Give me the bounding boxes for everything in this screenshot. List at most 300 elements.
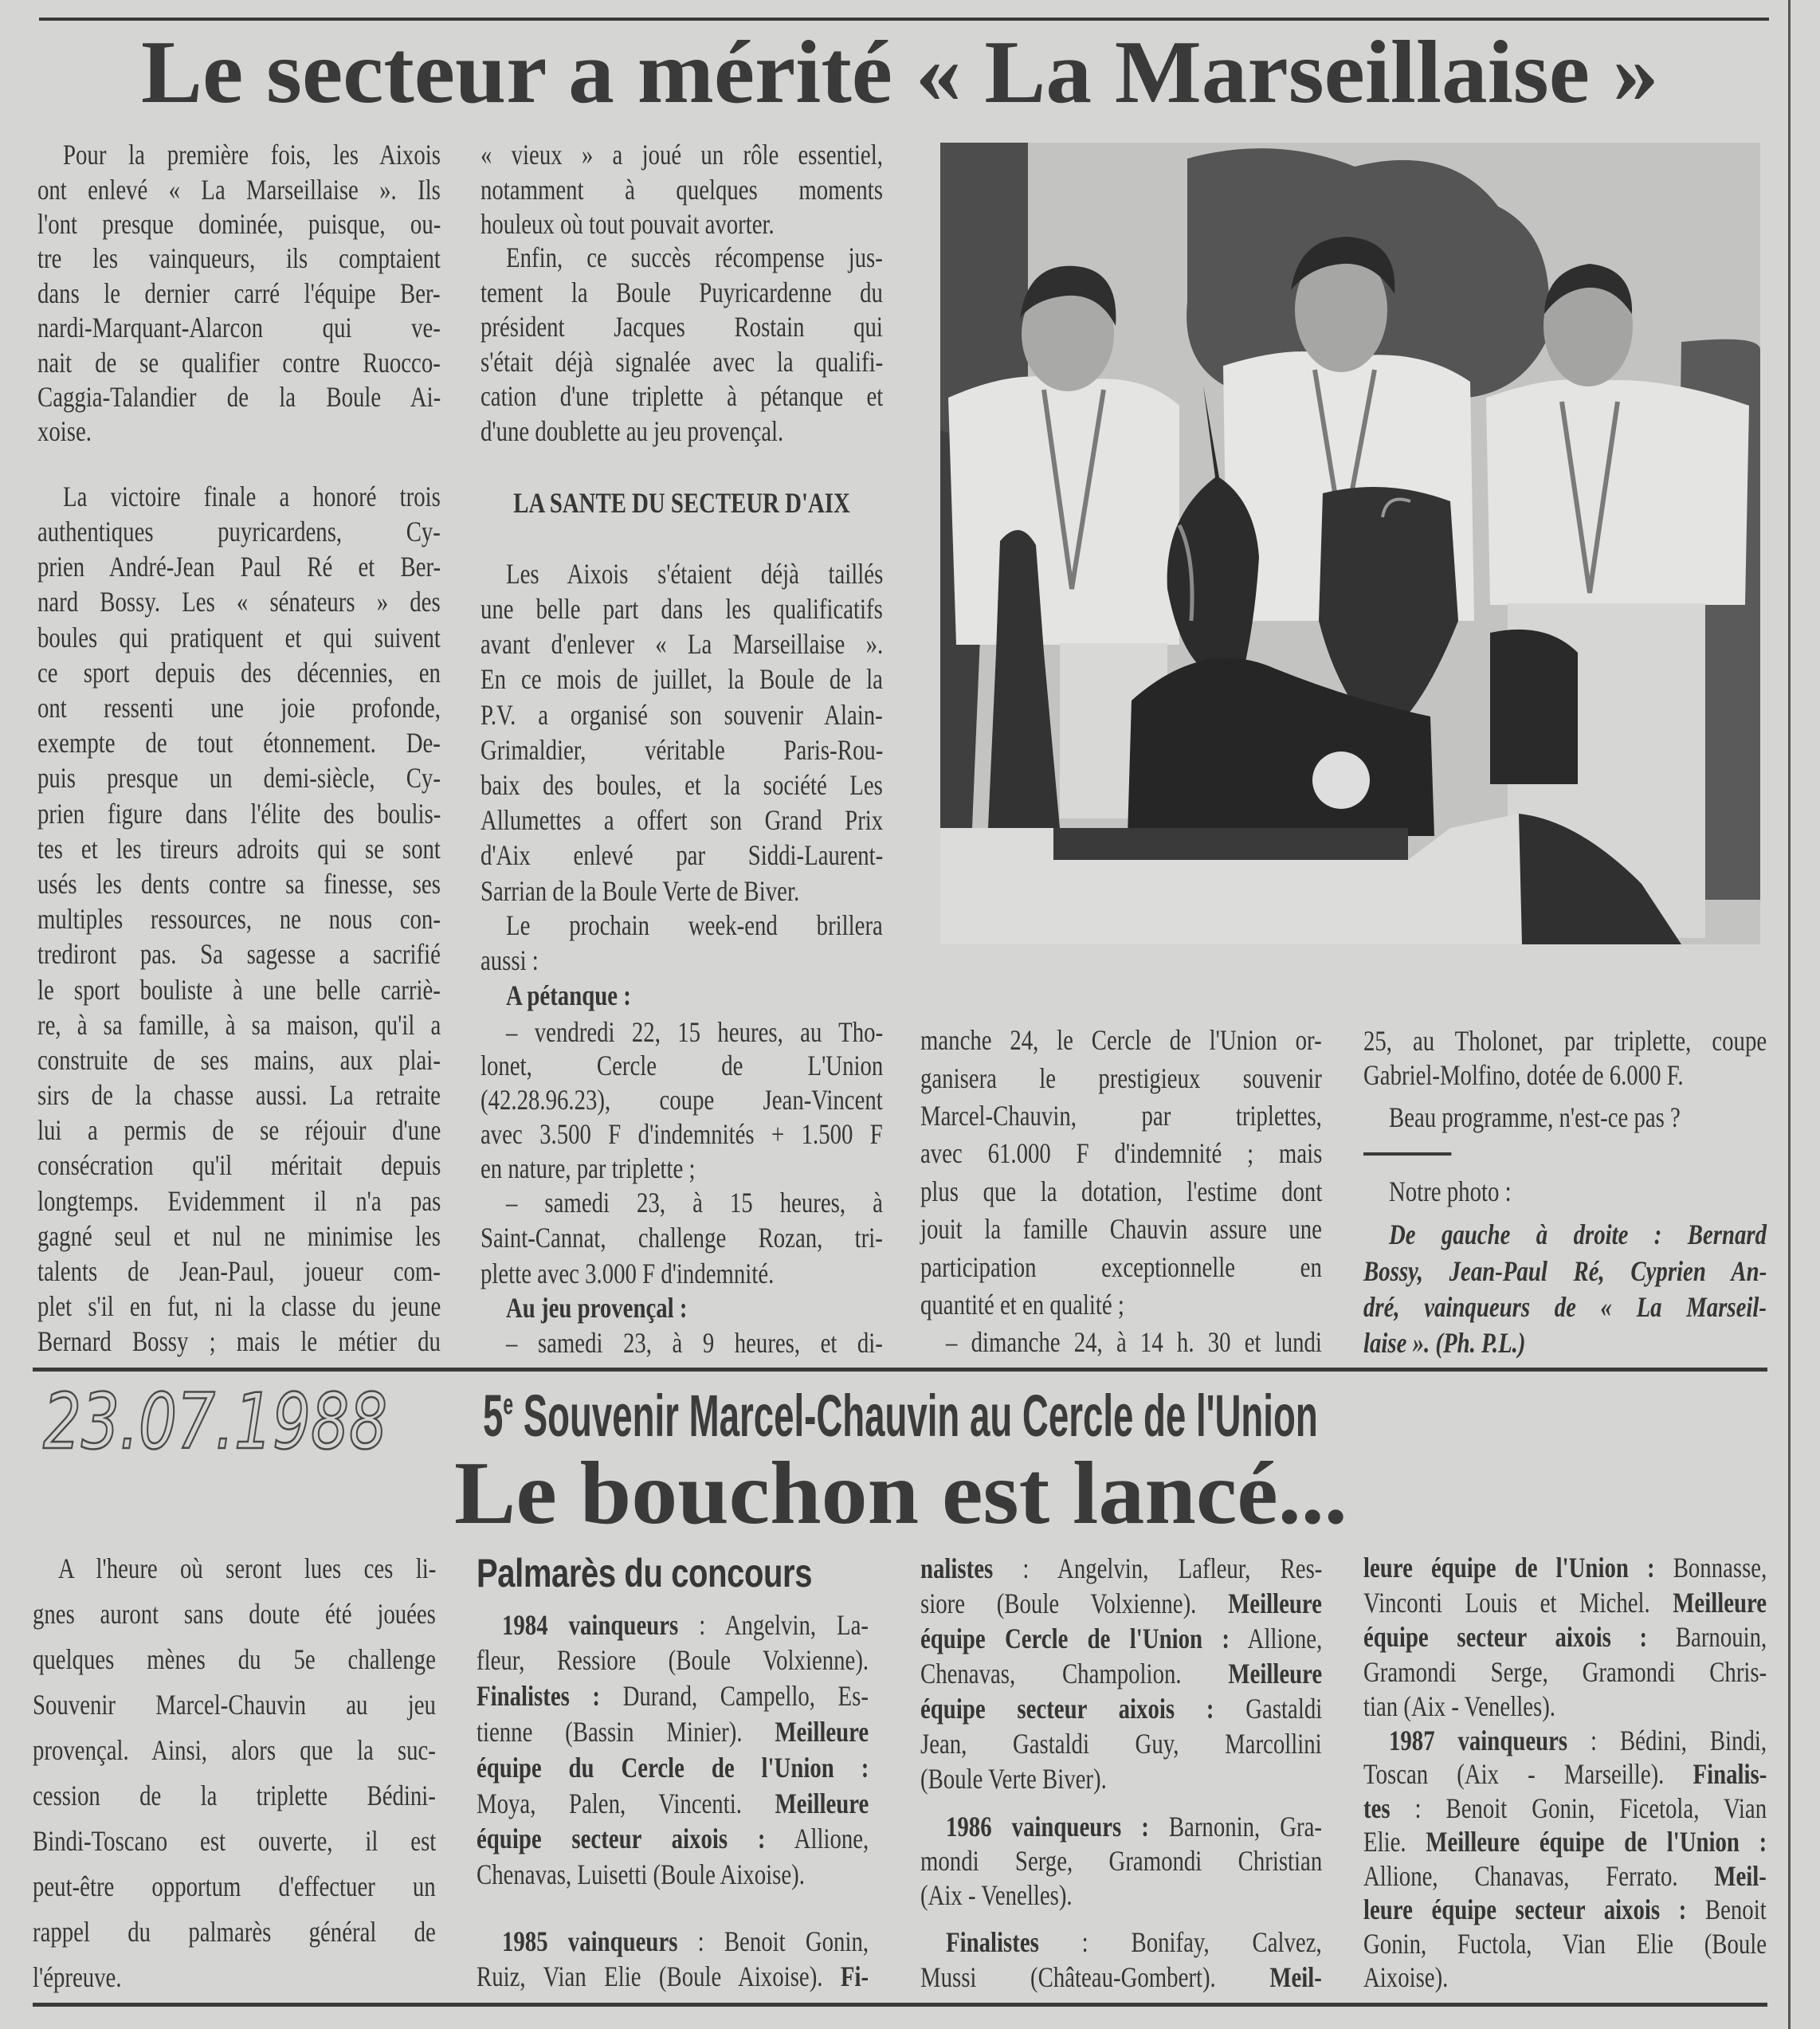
text-line-content: tre les vainqueurs, ils comptaient <box>37 242 441 275</box>
text-line <box>477 1750 869 1786</box>
text-line-content: (Boule Verte Biver). <box>920 1763 1107 1795</box>
bold-text: Meilleure équipe de l'Union : <box>1426 1826 1767 1858</box>
bold-text: nalistes <box>920 1552 994 1584</box>
paragraph <box>1363 1100 1767 1135</box>
text-line-content: Caggia-Talandier de la Boule Ai- <box>37 381 441 414</box>
paragraph <box>920 1324 1322 1361</box>
text-line <box>920 1810 1322 1844</box>
text-line <box>920 1960 1322 1995</box>
text-line <box>480 1049 883 1083</box>
text-line <box>477 1714 869 1750</box>
text-run: Toscan (Aix - Marseille). <box>1363 1758 1693 1791</box>
clipping-edge <box>1788 0 1791 2029</box>
text-line <box>480 1185 883 1221</box>
text-line-content <box>506 1290 687 1325</box>
text-line-content: notamment à quelques moments <box>480 173 883 206</box>
paragraph <box>480 978 883 1013</box>
text-line-content: « vieux » a joué un rôle essentiel, <box>480 139 883 171</box>
paragraph <box>920 1022 1322 1324</box>
text-line <box>37 796 441 831</box>
bold-text: Meilleure <box>1673 1586 1767 1619</box>
text-line-content <box>1363 1792 1767 1826</box>
text-line-content: – samedi 23, à 9 heures, et di- <box>506 1327 883 1359</box>
text-line-content: Bindi-Toscano est ouverte, il est <box>33 1824 437 1857</box>
text-line-content: dans le dernier carré l'équipe Ber- <box>37 277 441 309</box>
text-line-content: Marcel-Chauvin, par triplettes, <box>920 1100 1322 1132</box>
text-line-content: (42.28.96.23), coupe Jean-Vincent <box>480 1084 883 1117</box>
text-line <box>477 1642 869 1678</box>
text-line <box>920 1925 1322 1960</box>
text-line-content: tian (Aix - Venelles). <box>1363 1690 1556 1723</box>
kicker-text: Souvenir Marcel-Chauvin au Cercle de l'Union <box>513 1383 1318 1449</box>
text-line-content: Bernard Bossy ; mais le métier du <box>37 1325 441 1358</box>
paragraph <box>480 241 883 449</box>
text-line-content: De gauche à droite : Bernard <box>1389 1219 1767 1251</box>
text-line-content <box>477 1750 869 1786</box>
text-line-content: Aixoise). <box>1363 1961 1449 1994</box>
text-line <box>1363 1960 1767 1995</box>
text-line <box>37 1077 441 1113</box>
text-line-content: avec 61.000 F d'indemnité ; mais <box>920 1137 1323 1170</box>
text-line <box>477 1821 869 1857</box>
bold-text: leure équipe de l'Union : <box>1363 1552 1655 1584</box>
text-line-content: en nature, par triplette ; <box>480 1152 696 1184</box>
text-line-content: Chenavas, Luisetti (Boule Aixoise). <box>477 1858 805 1891</box>
photo-caption <box>1363 1217 1767 1361</box>
text-line-content: ganisera le prestigieux souvenir <box>920 1062 1322 1094</box>
text-line <box>33 1546 436 1591</box>
text-line-content: nait de se qualifier contre Ruocco- <box>37 346 441 379</box>
paragraph <box>480 1185 883 1292</box>
text-line <box>33 1909 436 1955</box>
text-line-content: prien André-Jean Paul Ré et Ber- <box>37 551 441 583</box>
text-line <box>37 760 441 795</box>
text-line <box>480 1256 883 1292</box>
kicker-ordinal: e <box>503 1387 514 1421</box>
text-line-content <box>920 1551 1322 1586</box>
text-line <box>920 1097 1322 1135</box>
text-run: Allione, Chanavas, Ferrato. <box>1363 1859 1715 1892</box>
text-line-content: manche 24, le Cercle de l'Union or- <box>920 1024 1322 1057</box>
text-line <box>37 690 441 725</box>
bold-text: Finalis- <box>1693 1758 1767 1791</box>
text-line <box>37 1289 441 1324</box>
bold-text: équipe du Cercle de l'Union : <box>477 1751 869 1784</box>
text-line-content: exempte de tout étonnement. De- <box>37 727 441 759</box>
bold-text: Meilleure <box>1228 1587 1322 1619</box>
bold-text: Meil- <box>1269 1961 1322 1993</box>
text-line-content <box>477 1959 869 1994</box>
text-line <box>480 1015 883 1050</box>
text-line-content: peut-être opportum d'effectuer un <box>33 1870 436 1902</box>
text-line-content: s'était déjà signalée avec la qualifi- <box>480 345 884 378</box>
text-line <box>1363 1690 1767 1725</box>
text-line <box>920 1621 1322 1656</box>
text-line-content <box>1363 1586 1767 1621</box>
text-run: Vinconti Louis et Michel. <box>1363 1586 1673 1619</box>
text-line-content: houleux où tout pouvait avorter. <box>480 208 775 241</box>
text-line <box>37 1007 441 1042</box>
text-run: Barnonin, Gra- <box>1148 1810 1322 1843</box>
text-line-content: Souvenir Marcel-Chauvin au jeu <box>33 1688 436 1721</box>
text-line <box>480 661 883 697</box>
text-line <box>1363 1289 1767 1325</box>
text-line <box>37 831 441 866</box>
text-line <box>920 1324 1322 1361</box>
text-line <box>920 1586 1322 1621</box>
text-line-content: plus que la dotation, l'estime dont <box>920 1175 1323 1207</box>
paragraph <box>480 1290 883 1325</box>
text-line <box>37 414 441 449</box>
paragraph <box>920 1925 1322 1995</box>
text-line <box>1363 1757 1767 1792</box>
text-run: Bonnasse, <box>1654 1552 1767 1584</box>
paragraph <box>480 138 883 242</box>
text-line <box>480 1117 883 1152</box>
text-line-content: re, à sa famille, à sa maison, qu'il a <box>37 1008 441 1041</box>
text-line-content: Gabriel-Molfino, dotée de 6.000 F. <box>1363 1058 1684 1091</box>
text-line-content <box>1363 1551 1767 1586</box>
text-line-content: cation d'une triplette à pétanque et <box>480 380 884 413</box>
text-line <box>37 584 441 619</box>
text-line-content: l'épreuve. <box>33 1960 122 1993</box>
text-line <box>37 972 441 1007</box>
text-line-content: d'Aix enlevé par Siddi-Laurent- <box>480 839 884 872</box>
text-line-content: authentiques puyricardens, Cy- <box>37 516 441 548</box>
paragraph <box>33 1546 436 2000</box>
text-line-content: Saint-Cannat, challenge Rozan, tri- <box>480 1222 883 1254</box>
text-run: siore (Boule Volxienne). <box>920 1587 1229 1619</box>
paragraph <box>1363 1724 1767 1995</box>
text-line <box>33 1728 436 1773</box>
text-line <box>33 1819 436 1864</box>
text-line <box>37 655 441 690</box>
text-run: : Angelvin, La- <box>678 1608 869 1641</box>
text-line <box>480 978 883 1013</box>
bold-text: équipe secteur aixois : <box>1363 1621 1648 1654</box>
text-line <box>37 277 441 311</box>
text-run: : Bédini, Bindi, <box>1567 1724 1767 1756</box>
text-line-content: – samedi 23, à 15 heures, à <box>506 1186 883 1219</box>
bold-text: Au jeu provençal : <box>506 1292 688 1324</box>
text-line <box>920 1844 1322 1878</box>
text-line <box>480 485 883 520</box>
text-line <box>477 1607 869 1643</box>
text-line <box>920 1761 1322 1796</box>
text-line <box>1363 1893 1767 1927</box>
text-line <box>37 549 441 584</box>
text-line <box>920 1211 1322 1248</box>
text-line-content: ce sport depuis des décennies, en <box>37 656 441 689</box>
text-line-content: Sarrian de la Boule Verte de Biver. <box>480 874 800 907</box>
text-line <box>37 207 441 241</box>
text-line <box>37 138 441 172</box>
bold-text: Finalistes <box>946 1926 1039 1958</box>
text-line-content: Gramondi Serge, Gramondi Chris- <box>1363 1655 1767 1688</box>
text-line <box>37 866 441 901</box>
text-run: Allione, <box>1229 1623 1323 1654</box>
text-line <box>477 1857 869 1893</box>
text-line <box>480 838 883 873</box>
paragraph <box>477 1607 869 1893</box>
text-line-content: construite de ses mains, aux plai- <box>37 1043 441 1076</box>
text-line <box>480 241 883 276</box>
text-line <box>480 1325 883 1360</box>
text-line-content <box>920 1960 1322 1995</box>
bold-text: 1985 vainqueurs <box>502 1925 678 1957</box>
text-line-content: longtemps. Evidemment il n'a pas <box>37 1184 441 1217</box>
paragraph <box>920 1810 1322 1913</box>
text-line-content <box>1363 1757 1767 1792</box>
text-line <box>920 1726 1322 1761</box>
text-line-content: plet s'il en fut, ni la classe du jeune <box>37 1290 441 1323</box>
text-line-content: multiples ressources, ne nous con- <box>37 903 441 936</box>
text-line-content <box>946 1810 1322 1844</box>
text-line <box>477 1786 869 1822</box>
text-run: : Benoit Gonin, Ficetola, Vian <box>1390 1792 1767 1824</box>
text-line <box>37 241 441 276</box>
text-line-content: l'ont presque dominée, puisque, ou- <box>37 208 441 241</box>
text-run: Mussi (Château-Gombert). <box>920 1961 1270 1993</box>
text-line <box>37 311 441 345</box>
text-line-content: xoise. <box>37 415 92 448</box>
text-line <box>37 1254 441 1289</box>
bold-text: tes <box>1363 1792 1390 1824</box>
bold-text: Fi- <box>840 1960 869 1992</box>
text-line-content: fleur, Ressiore (Boule Volxienne). <box>477 1644 869 1677</box>
text-line <box>33 1955 436 2000</box>
text-line <box>480 1083 883 1117</box>
text-run: Elie. <box>1363 1826 1426 1858</box>
text-line <box>480 1220 883 1256</box>
text-line-content: tes et les tireurs adroits qui se sont <box>37 832 441 865</box>
text-line-content <box>946 1925 1322 1960</box>
text-line-content <box>502 1924 869 1959</box>
text-line-content: sirs de la chasse aussi. La retraite <box>37 1079 441 1112</box>
text-line-content: cession de la triplette Bédini- <box>33 1779 436 1811</box>
paragraph <box>1363 1024 1767 1093</box>
text-line-content: dré, vainqueurs de « La Marseil- <box>1363 1290 1767 1323</box>
text-line-content: En ce mois de juillet, la Boule de la <box>480 663 883 696</box>
text-line <box>37 479 441 514</box>
text-run: Ruiz, Vian Elie (Boule Aixoise). <box>477 1960 841 1992</box>
text-line <box>1363 1792 1767 1826</box>
bold-text: équipe Cercle de l'Union : <box>920 1623 1230 1654</box>
text-line-content: talents de Jean-Paul, joueur com- <box>37 1255 441 1288</box>
text-line <box>1363 1058 1767 1093</box>
text-line <box>1363 1254 1767 1289</box>
text-line-content: mondi Serge, Gramondi Christian <box>920 1844 1323 1877</box>
text-line-content: lui a permis de se réjouir d'une <box>37 1114 441 1147</box>
paragraph <box>480 909 883 978</box>
text-line <box>920 1286 1322 1324</box>
text-line-content: ont enlevé « La Marseillaise ». Ils <box>37 173 441 206</box>
text-line <box>480 732 883 767</box>
text-run: Allione, <box>765 1823 869 1855</box>
text-line <box>920 1249 1322 1286</box>
text-line <box>477 1551 869 1595</box>
text-line-content: Notre photo : <box>1389 1175 1512 1207</box>
paragraph <box>477 1924 869 1994</box>
article-headline: Le secteur a mérité « La Marseillaise » <box>141 23 1659 122</box>
bottom-rule <box>33 2003 1767 2007</box>
text-line-content <box>920 1621 1322 1656</box>
text-line <box>37 725 441 760</box>
text-line <box>37 346 441 380</box>
text-line <box>37 1148 441 1183</box>
text-line <box>1363 1217 1767 1253</box>
text-line-content <box>502 1607 869 1643</box>
text-line-content <box>477 1678 869 1714</box>
text-line-content <box>1363 1620 1767 1655</box>
text-line <box>920 1060 1322 1097</box>
bold-text: Meilleure <box>1228 1658 1323 1690</box>
text-line-content: Le prochain week-end brillera <box>506 909 883 942</box>
paragraph <box>480 1325 883 1360</box>
text-line <box>920 1022 1322 1059</box>
text-line <box>37 620 441 655</box>
text-line-content: La victoire finale a honoré trois <box>63 480 441 512</box>
text-run: Benoit <box>1686 1894 1767 1926</box>
text-line-content: quantité et en qualité ; <box>920 1289 1124 1321</box>
kicker-number: 5 <box>483 1383 504 1449</box>
text-line-content: usés les dents contre sa finesse, ses <box>37 867 441 900</box>
article-headline-bottom: Le bouchon est lancé... <box>454 1444 1347 1543</box>
text-line-content: nard Bossy. Les « sénateurs » des <box>37 586 441 618</box>
bold-text: Meilleure <box>775 1715 869 1748</box>
text-line <box>1363 1325 1767 1361</box>
text-line <box>480 626 883 661</box>
text-line <box>1363 1174 1767 1209</box>
section-subheading <box>477 1551 869 1595</box>
text-line-content: le sport bouliste à une belle carriè- <box>37 973 441 1006</box>
text-line <box>480 767 883 803</box>
text-line <box>37 1183 441 1219</box>
text-line-content: 25, au Tholonet, par triplette, coupe <box>1363 1024 1767 1057</box>
paragraph <box>1363 1174 1767 1209</box>
text-line <box>480 1152 883 1186</box>
text-run: Chenavas, Champolion. <box>920 1658 1229 1690</box>
text-line <box>480 803 883 838</box>
text-line-content: gagné seul et nul ne minimise les <box>37 1219 441 1252</box>
text-run: Durand, Campello, Es- <box>600 1680 869 1713</box>
handwritten-date <box>38 1375 397 1466</box>
bold-text: Meil- <box>1714 1859 1767 1892</box>
article-photo <box>940 143 1760 944</box>
top-rule <box>39 18 1769 21</box>
text-run: Moya, Palen, Vincenti. <box>477 1787 775 1819</box>
text-line <box>1363 1825 1767 1859</box>
text-line-content: une belle part dans les qualificatifs <box>480 593 883 626</box>
text-line <box>33 1773 436 1819</box>
text-line-content: tement la Boule Puyricardenne du <box>480 276 883 308</box>
text-line <box>1363 1551 1767 1586</box>
text-line-content: gnes auront sans doute été jouées <box>33 1597 436 1630</box>
text-line <box>480 1290 883 1325</box>
text-line-content: Enfin, ce succès récompense jus- <box>506 241 883 274</box>
text-line <box>480 207 883 242</box>
text-line-content: nardi-Marquant-Alarcon qui ve- <box>37 312 441 344</box>
photo-winners-with-trophies <box>940 143 1760 944</box>
text-run: : Bonifay, Calvez, <box>1038 1926 1322 1958</box>
text-line-content: Allumettes a offert son Grand Prix <box>480 804 884 837</box>
text-line-content: aussi : <box>480 944 539 976</box>
text-line-content: Gonin, Fuctola, Vian Elie (Boule <box>1363 1927 1767 1960</box>
text-line <box>920 1135 1322 1172</box>
text-line-content: Bossy, Jean-Paul Ré, Cyprien An- <box>1363 1254 1767 1287</box>
text-line <box>37 936 441 971</box>
text-line-content: d'une doublette au jeu provençal. <box>480 414 784 447</box>
text-line-content: trediront pas. Sa sagesse a sacrifié <box>37 938 441 971</box>
text-line <box>480 138 883 173</box>
bold-text: équipe secteur aixois : <box>920 1693 1214 1725</box>
text-line <box>1363 1655 1767 1690</box>
text-line-content <box>477 1821 869 1857</box>
text-line-content: Les Aixois s'étaient déjà taillés <box>506 557 884 590</box>
text-line-content: laise ». (Ph. P.L.) <box>1363 1327 1526 1360</box>
text-line-content: avant d'enlever « La Marseillaise ». <box>480 628 884 661</box>
text-line-content: P.V. a organisé son souvenir Alain- <box>480 698 883 731</box>
text-line-content: A l'heure où seront lues ces li- <box>58 1552 437 1584</box>
paragraph <box>37 138 441 449</box>
text-line-content <box>506 978 631 1013</box>
text-line-content: quelques mènes du 5e challenge <box>33 1642 436 1675</box>
text-line-content <box>920 1691 1322 1726</box>
text-line <box>33 1637 436 1682</box>
text-line-content: provençal. Ainsi, alors que la suc- <box>33 1733 436 1766</box>
text-line-content: ont ressenti une joie profonde, <box>37 692 441 724</box>
bold-text: 1986 vainqueurs : <box>946 1810 1149 1843</box>
text-line <box>37 901 441 936</box>
text-line-content <box>477 1786 869 1822</box>
text-line <box>480 310 883 345</box>
text-line-content: boules qui pratiquent et qui suivent <box>37 621 441 653</box>
text-line <box>477 1678 869 1714</box>
text-line <box>480 379 883 414</box>
text-line-content: baix des boules, et la société Les <box>480 769 883 802</box>
text-line <box>1363 1620 1767 1655</box>
text-line <box>920 1691 1322 1726</box>
text-run: : Benoit Gonin, <box>677 1925 869 1957</box>
short-divider-rule <box>1363 1152 1451 1156</box>
text-line <box>37 380 441 414</box>
bold-text: 1987 vainqueurs <box>1389 1724 1568 1756</box>
text-line-content: – vendredi 22, 15 heures, au Tho- <box>506 1015 884 1048</box>
text-line <box>920 1173 1322 1211</box>
text-line <box>33 1682 436 1728</box>
text-line <box>480 556 883 591</box>
text-line-content: Grimaldier, véritable Paris-Rou- <box>480 733 884 766</box>
text-line-content: consécration qu'il méritait depuis <box>37 1149 441 1182</box>
text-line-content: Jean, Gastaldi Guy, Marcollini <box>920 1728 1322 1760</box>
text-line <box>37 1219 441 1254</box>
text-line <box>1363 1724 1767 1758</box>
text-line-content: Palmarès du concours <box>477 1551 813 1595</box>
text-line-content: Pour la première fois, les Aixois <box>63 139 441 171</box>
text-line <box>37 1113 441 1148</box>
handwritten-date-text: 23.07.1988 <box>43 1377 387 1466</box>
text-line-content: – dimanche 24, à 14 h. 30 et lundi <box>946 1325 1322 1358</box>
text-line-content: prien figure dans l'élite des boulis- <box>37 797 441 830</box>
text-line <box>480 909 883 944</box>
text-line-content: LA SANTE DU SECTEUR D'AIX <box>513 487 850 519</box>
section-divider-rule <box>33 1368 1767 1372</box>
text-line-content: président Jacques Rostain qui <box>480 311 883 343</box>
text-line <box>480 414 883 449</box>
text-line-content <box>1363 1893 1767 1927</box>
text-line <box>1363 1586 1767 1621</box>
text-line-content: rappel du palmarès général de <box>33 1915 436 1948</box>
